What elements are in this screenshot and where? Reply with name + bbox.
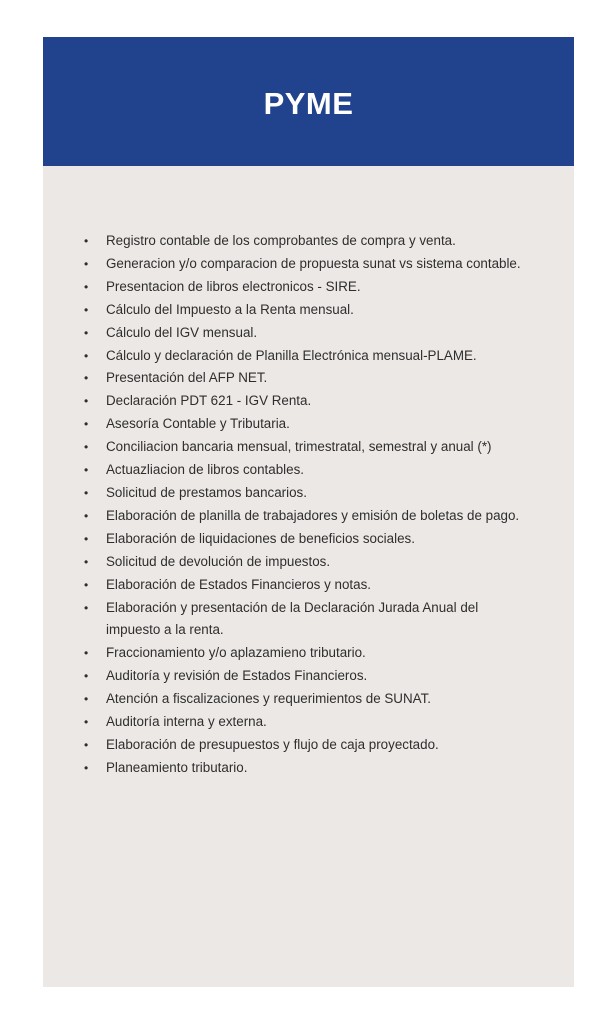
service-item-label: Actuazliacion de libros contables. — [106, 462, 304, 478]
bullet-icon: • — [84, 348, 89, 363]
bullet-icon: • — [84, 302, 89, 317]
service-item-label: Elaboración de Estados Financieros y notas. — [106, 576, 371, 592]
service-item-label: Auditoría interna y externa. — [106, 714, 267, 730]
service-item — [80, 734, 534, 757]
service-item — [80, 597, 534, 643]
service-item — [80, 757, 534, 780]
pyme-plan-card — [43, 37, 574, 987]
bullet-icon: • — [84, 760, 89, 775]
service-item-label: Solicitud de devolución de impuestos. — [106, 553, 331, 569]
service-item-label: Solicitud de prestamos bancarios. — [106, 484, 307, 500]
service-item-label: Registro contable de los comprobantes de compra y venta. — [106, 233, 456, 248]
service-item — [80, 276, 534, 299]
service-item — [80, 367, 534, 390]
bullet-icon: • — [84, 394, 89, 409]
service-item — [80, 528, 534, 551]
service-item — [80, 505, 534, 528]
bullet-icon: • — [84, 554, 89, 569]
bullet-icon: • — [84, 531, 89, 546]
service-item — [80, 345, 534, 368]
service-item — [80, 230, 534, 253]
service-item — [80, 253, 534, 276]
service-item — [80, 299, 534, 322]
service-item — [80, 574, 534, 597]
bullet-icon: • — [84, 256, 89, 271]
service-item — [80, 482, 534, 505]
service-item-label: Elaboración de planilla de trabajadores y emisión de boletas de pago. — [106, 507, 520, 523]
service-item-label: Atención a fiscalizaciones y requerimientos de SUNAT. — [106, 691, 431, 707]
service-item — [80, 642, 534, 665]
bullet-icon: • — [84, 737, 89, 752]
service-item-label: Fraccionamiento y/o aplazamieno tributario. — [106, 645, 366, 661]
service-item-label: Presentacion de libros electronicos - SIRE. — [106, 278, 361, 294]
service-item — [80, 551, 534, 574]
bullet-icon: • — [84, 692, 89, 707]
card-title: PYME — [263, 85, 354, 121]
service-item-label: Asesoría Contable y Tributaria. — [106, 416, 290, 432]
service-item-label: Elaboración de liquidaciones de beneficios sociales. — [106, 530, 415, 546]
bullet-icon: • — [84, 508, 89, 523]
bullet-icon: • — [84, 669, 89, 684]
service-item — [80, 711, 534, 734]
bullet-icon: • — [84, 279, 89, 294]
service-item-label: Declaración PDT 621 - IGV Renta. — [106, 393, 312, 409]
service-item-label: Cálculo del IGV mensual. — [106, 324, 258, 340]
bullet-icon: • — [84, 440, 89, 455]
bullet-icon: • — [84, 600, 89, 615]
bullet-icon: • — [84, 371, 89, 386]
bullet-icon: • — [84, 646, 89, 661]
bullet-icon: • — [84, 485, 89, 500]
service-item — [80, 322, 534, 345]
service-item-label: Presentación del AFP NET. — [106, 370, 268, 386]
service-item-label: Generacion y/o comparacion de propuesta sunat vs sistema contable. — [106, 255, 521, 271]
bullet-icon: • — [84, 577, 89, 592]
bullet-icon: • — [84, 234, 89, 248]
service-item-label: Planeamiento tributario. — [106, 759, 248, 775]
services-list — [43, 166, 574, 780]
service-item — [80, 459, 534, 482]
bullet-icon: • — [84, 463, 89, 478]
service-item — [80, 688, 534, 711]
service-item-label: Cálculo y declaración de Planilla Electrónica mensual-PLAME. — [106, 347, 477, 363]
service-item-label: Auditoría y revisión de Estados Financieros. — [106, 668, 368, 684]
service-item — [80, 413, 534, 436]
bullet-icon: • — [84, 417, 89, 432]
service-item-label: Cálculo del Impuesto a la Renta mensual. — [106, 301, 354, 317]
service-item — [80, 390, 534, 413]
service-item — [80, 436, 534, 459]
service-item-label: Elaboración y presentación de la Declaración Jurada Anual del impuesto a la renta. — [106, 599, 479, 638]
service-item-label: Elaboración de presupuestos y flujo de caja proyectado. — [106, 736, 439, 752]
bullet-icon: • — [84, 715, 89, 730]
card-header — [43, 37, 574, 166]
service-item-label: Conciliacion bancaria mensual, trimestratal, semestral y anual (*) — [106, 439, 492, 455]
bullet-icon: • — [84, 325, 89, 340]
service-item — [80, 665, 534, 688]
